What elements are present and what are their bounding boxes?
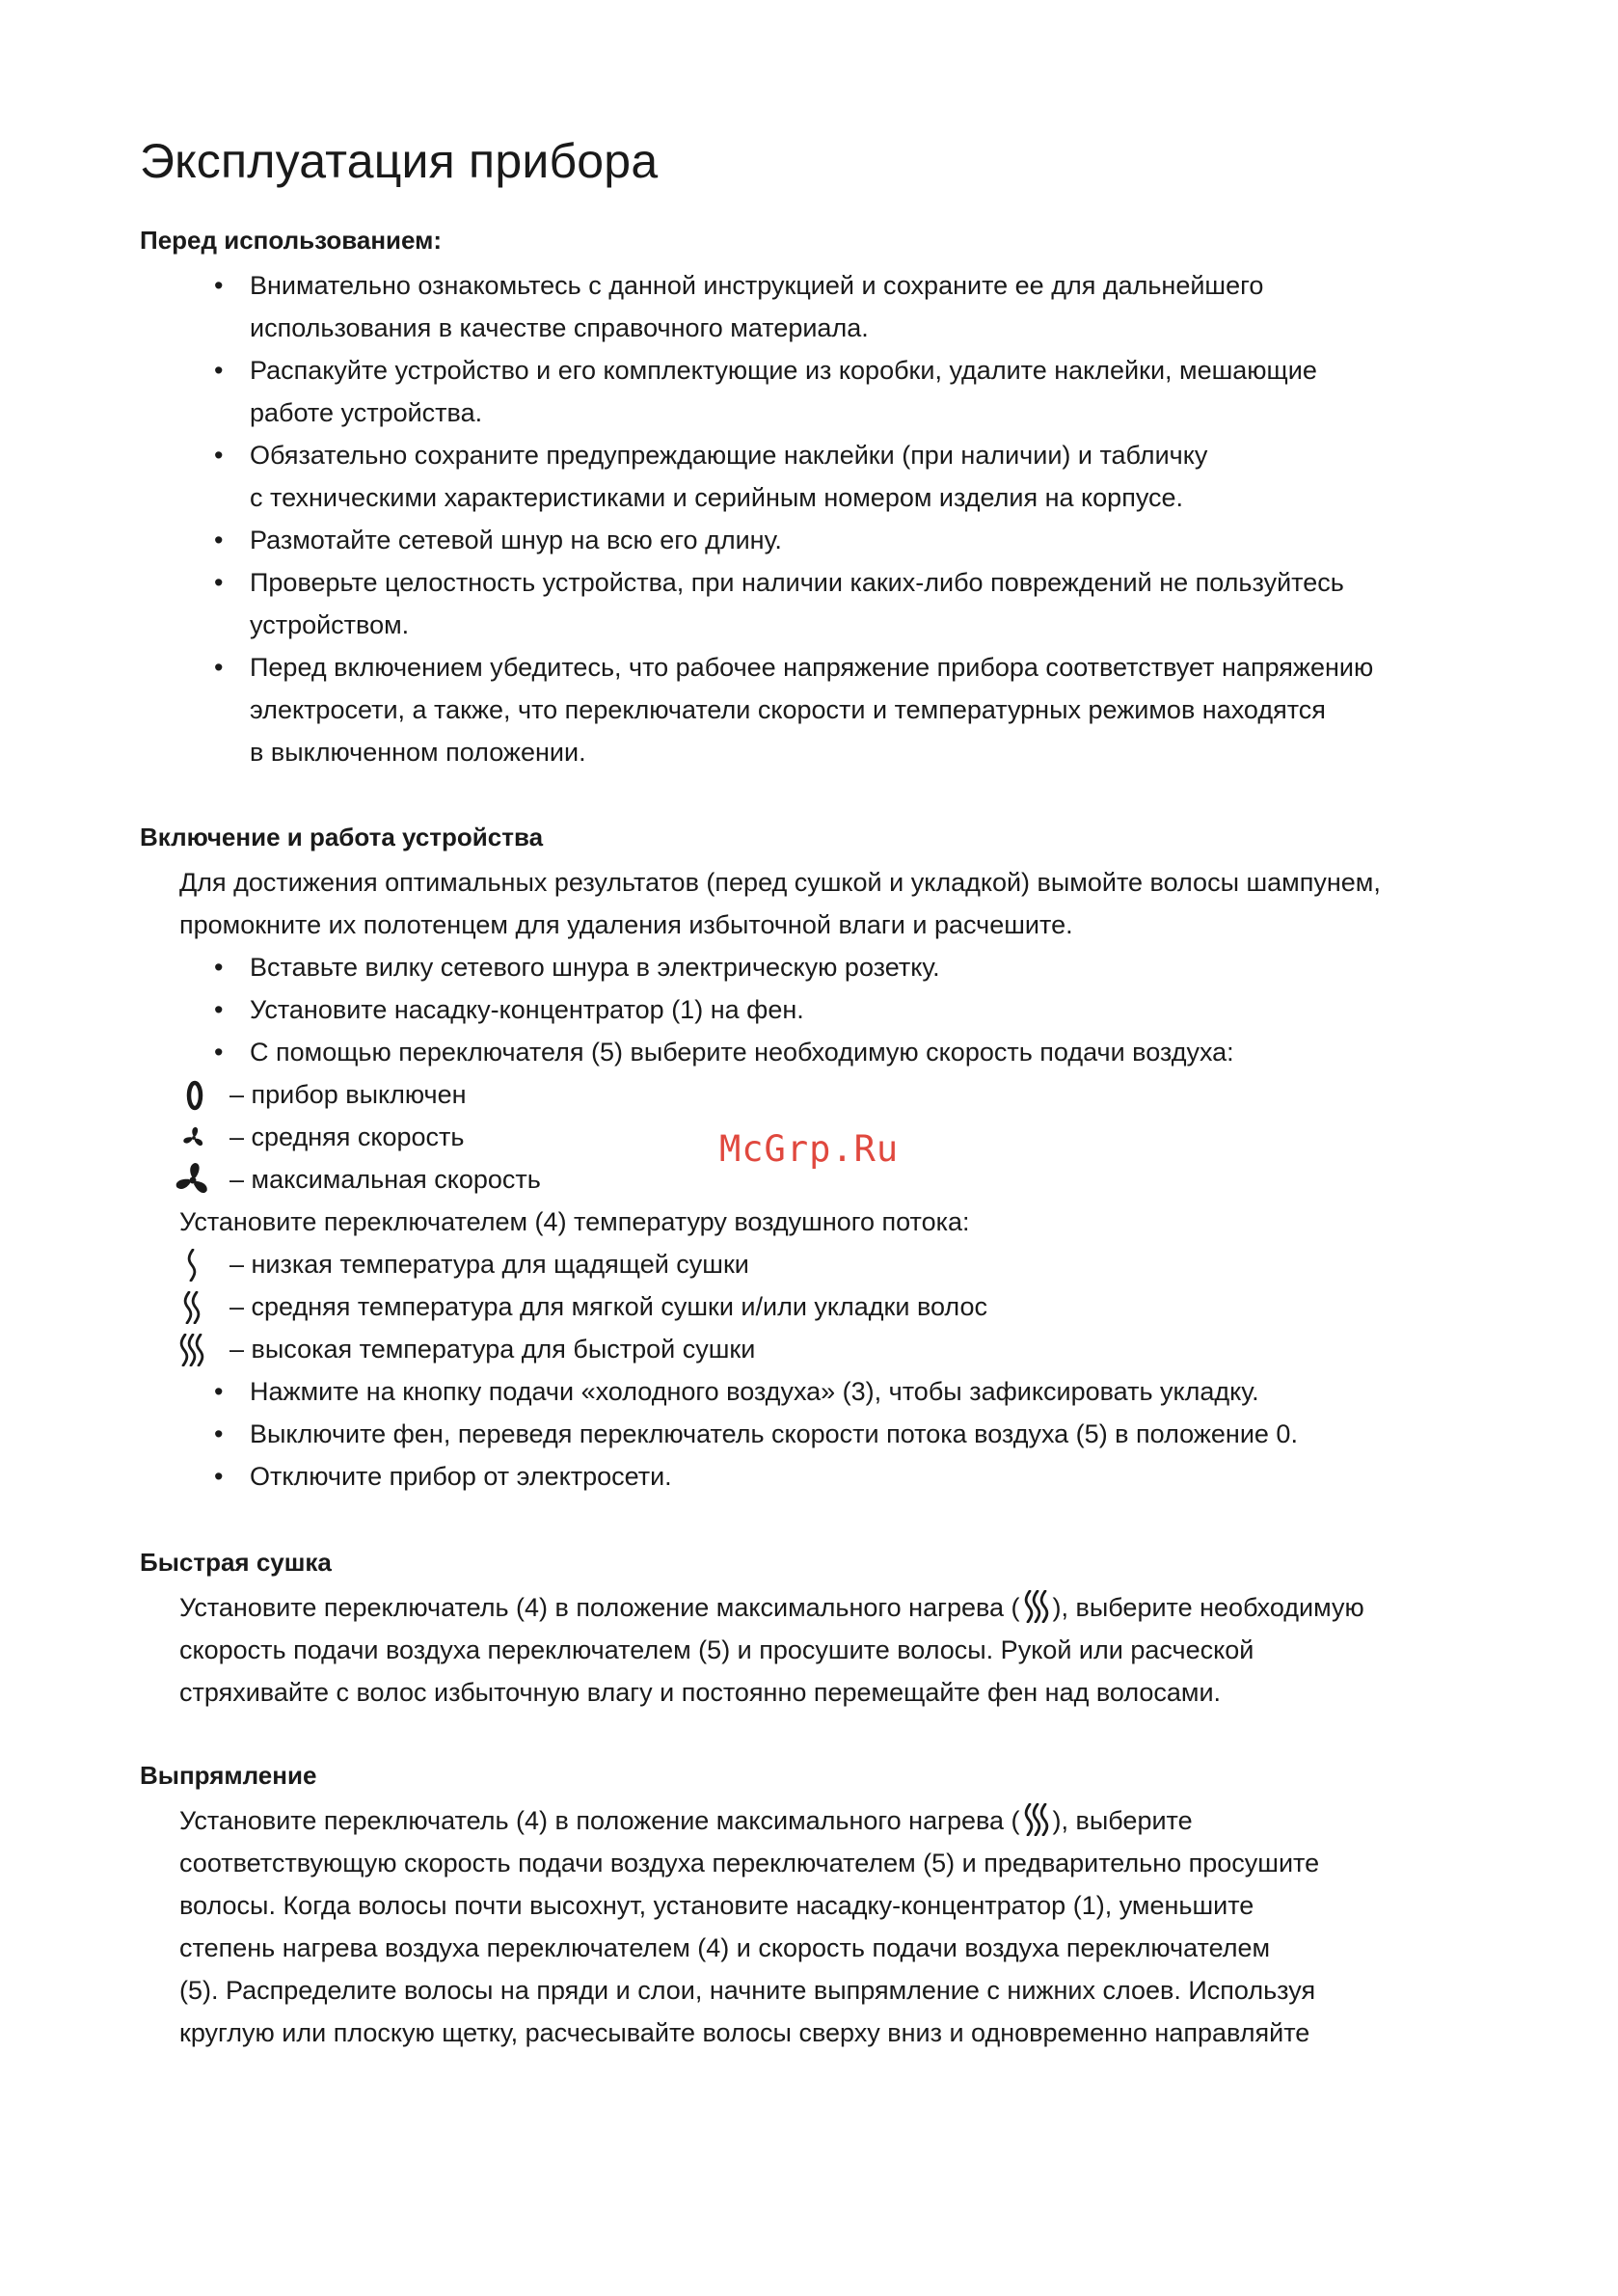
quick-dry-paragraph [0, 1586, 1618, 1714]
text-segment: ), выберите [1052, 1806, 1193, 1835]
list-item [0, 1370, 1618, 1413]
list-item-text: с техническими характеристиками и серийным номером изделия на корпусе. [250, 483, 1184, 512]
paragraph-line: степень нагрева воздуха переключателем (4) и скорость подачи воздуха переключателем [179, 1933, 1271, 1962]
list-item-text: • Размотайте сетевой шнур на всю его длину. [250, 526, 782, 554]
list-item [0, 1031, 1618, 1073]
paragraph-line: промокните их полотенцем для удаления избыточной влаги и расчешите. [179, 910, 1073, 939]
section-heading-quick-dry: Быстрая сушка [140, 1548, 332, 1577]
page-title: Эксплуатация прибора [140, 134, 659, 188]
list-item-text: • Распакуйте устройство и его комплектующие из коробки, удалите наклейки, мешающие [250, 356, 1317, 385]
fan-large-icon [172, 1162, 216, 1199]
list-item-text: • Внимательно ознакомьтесь с данной инструкцией и сохраните ее для дальнейшего [250, 271, 1264, 300]
paragraph-line: круглую или плоскую щетку, расчесывайте волосы сверху вниз и одновременно направляйте [179, 2018, 1310, 2047]
list-item-text: • Нажмите на кнопку подачи «холодного воздуха» (3), чтобы зафиксировать укладку. [250, 1377, 1259, 1406]
quick-dry-content [0, 1586, 1618, 1714]
paragraph-line: стряхивайте с волос избыточную влагу и постоянно перемещайте фен над волосами. [179, 1678, 1222, 1707]
before-use-list [0, 264, 1618, 773]
text-segment: ), выберите необходимую [1052, 1593, 1364, 1622]
heat-3-icon [172, 1332, 216, 1368]
speed-mode-off [0, 1073, 1618, 1116]
list-item-text: • Выключите фен, переведя переключатель скорости потока воздуха (5) в положение 0. [250, 1419, 1298, 1448]
heat-1-icon [172, 1247, 216, 1283]
list-item-text: работе устройства. [250, 398, 483, 427]
section-heading-straighten: Выпрямление [140, 1761, 317, 1790]
heat-3-icon [1020, 1803, 1053, 1836]
list-item-text: • Проверьте целостность устройства, при наличии каких-либо повреждений не пользуйтесь [250, 568, 1344, 597]
list-item [0, 988, 1618, 1031]
list-item [0, 264, 1618, 349]
text-segment: Установите переключатель (4) в положение максимального нагрева ( [179, 1806, 1020, 1835]
speed-mode-text: – максимальная скорость [229, 1165, 541, 1194]
temp-mode-text: – высокая температура для быстрой сушки [229, 1335, 756, 1364]
watermark: McGrp.Ru [719, 1128, 900, 1170]
list-item [0, 519, 1618, 561]
list-item [0, 946, 1618, 988]
paragraph-line: соответствующую скорость подачи воздуха переключателем (5) и предварительно просушите [179, 1849, 1320, 1877]
list-item-text: • Вставьте вилку сетевого шнура в электрическую розетку. [250, 953, 940, 982]
temp-mode-high [0, 1328, 1618, 1370]
list-item-text: электросети, а также, что переключатели скорости и температурных режимов находятся [250, 695, 1326, 724]
list-item-text: • Обязательно сохраните предупреждающие наклейки (при наличии) и табличку [250, 441, 1208, 470]
straighten-paragraph [0, 1799, 1618, 2054]
fan-small-icon [172, 1120, 216, 1156]
section-heading-before-use: Перед использованием: [140, 226, 443, 255]
paragraph-line: Для достижения оптимальных результатов (перед сушкой и укладкой) вымойте волосы шампунем, [179, 868, 1381, 897]
list-item [0, 561, 1618, 646]
list-item [0, 1413, 1618, 1455]
paragraph-line [179, 1586, 1502, 1629]
list-item-text: • С помощью переключателя (5) выберите необходимую скорость подачи воздуха: [250, 1038, 1234, 1067]
heat-2-icon [172, 1289, 216, 1326]
list-item-text: • Перед включением убедитесь, что рабочее напряжение прибора соответствует напряжению [250, 653, 1374, 682]
list-item-text: устройством. [250, 610, 410, 639]
paragraph-line [179, 1799, 1502, 1842]
paragraph-line: волосы. Когда волосы почти высохнут, установите насадку-концентратор (1), уменьшите [179, 1891, 1254, 1920]
list-item [0, 646, 1618, 773]
list-item-text: использования в качестве справочного материала. [250, 313, 869, 342]
text-segment: Установите переключатель (4) в положение максимального нагрева ( [179, 1593, 1020, 1622]
list-item [0, 434, 1618, 519]
temp-mode-medium [0, 1285, 1618, 1328]
speed-mode-text: – прибор выключен [229, 1080, 467, 1109]
temp-mode-low [0, 1243, 1618, 1285]
straighten-content [0, 1799, 1618, 2054]
paragraph-line: скорость подачи воздуха переключателем (5) и просушите волосы. Рукой или расческой [179, 1635, 1254, 1664]
list-item [0, 349, 1618, 434]
section-heading-operation: Включение и работа устройства [140, 823, 544, 851]
list-item [0, 1455, 1618, 1498]
temp-mode-text: – низкая температура для щадящей сушки [229, 1250, 749, 1279]
speed-mode-text: – средняя скорость [229, 1122, 465, 1151]
list-item-text: в выключенном положении. [250, 738, 586, 767]
temperature-intro [0, 1201, 1618, 1243]
list-item-text: • Установите насадку-концентратор (1) на фен. [250, 995, 804, 1024]
zero-icon [172, 1077, 216, 1114]
operation-content [0, 861, 1618, 1498]
list-item-text: • Отключите прибор от электросети. [250, 1462, 672, 1491]
paragraph-line: (5). Распределите волосы на пряди и слои, начните выпрямление с нижних слоев. Используя [179, 1976, 1316, 2005]
paragraph-line: Установите переключателем (4) температуру воздушного потока: [179, 1207, 970, 1236]
heat-3-icon [1020, 1590, 1053, 1623]
temp-mode-text: – средняя температура для мягкой сушки и/или укладки волос [229, 1292, 987, 1321]
operation-intro [0, 861, 1618, 946]
